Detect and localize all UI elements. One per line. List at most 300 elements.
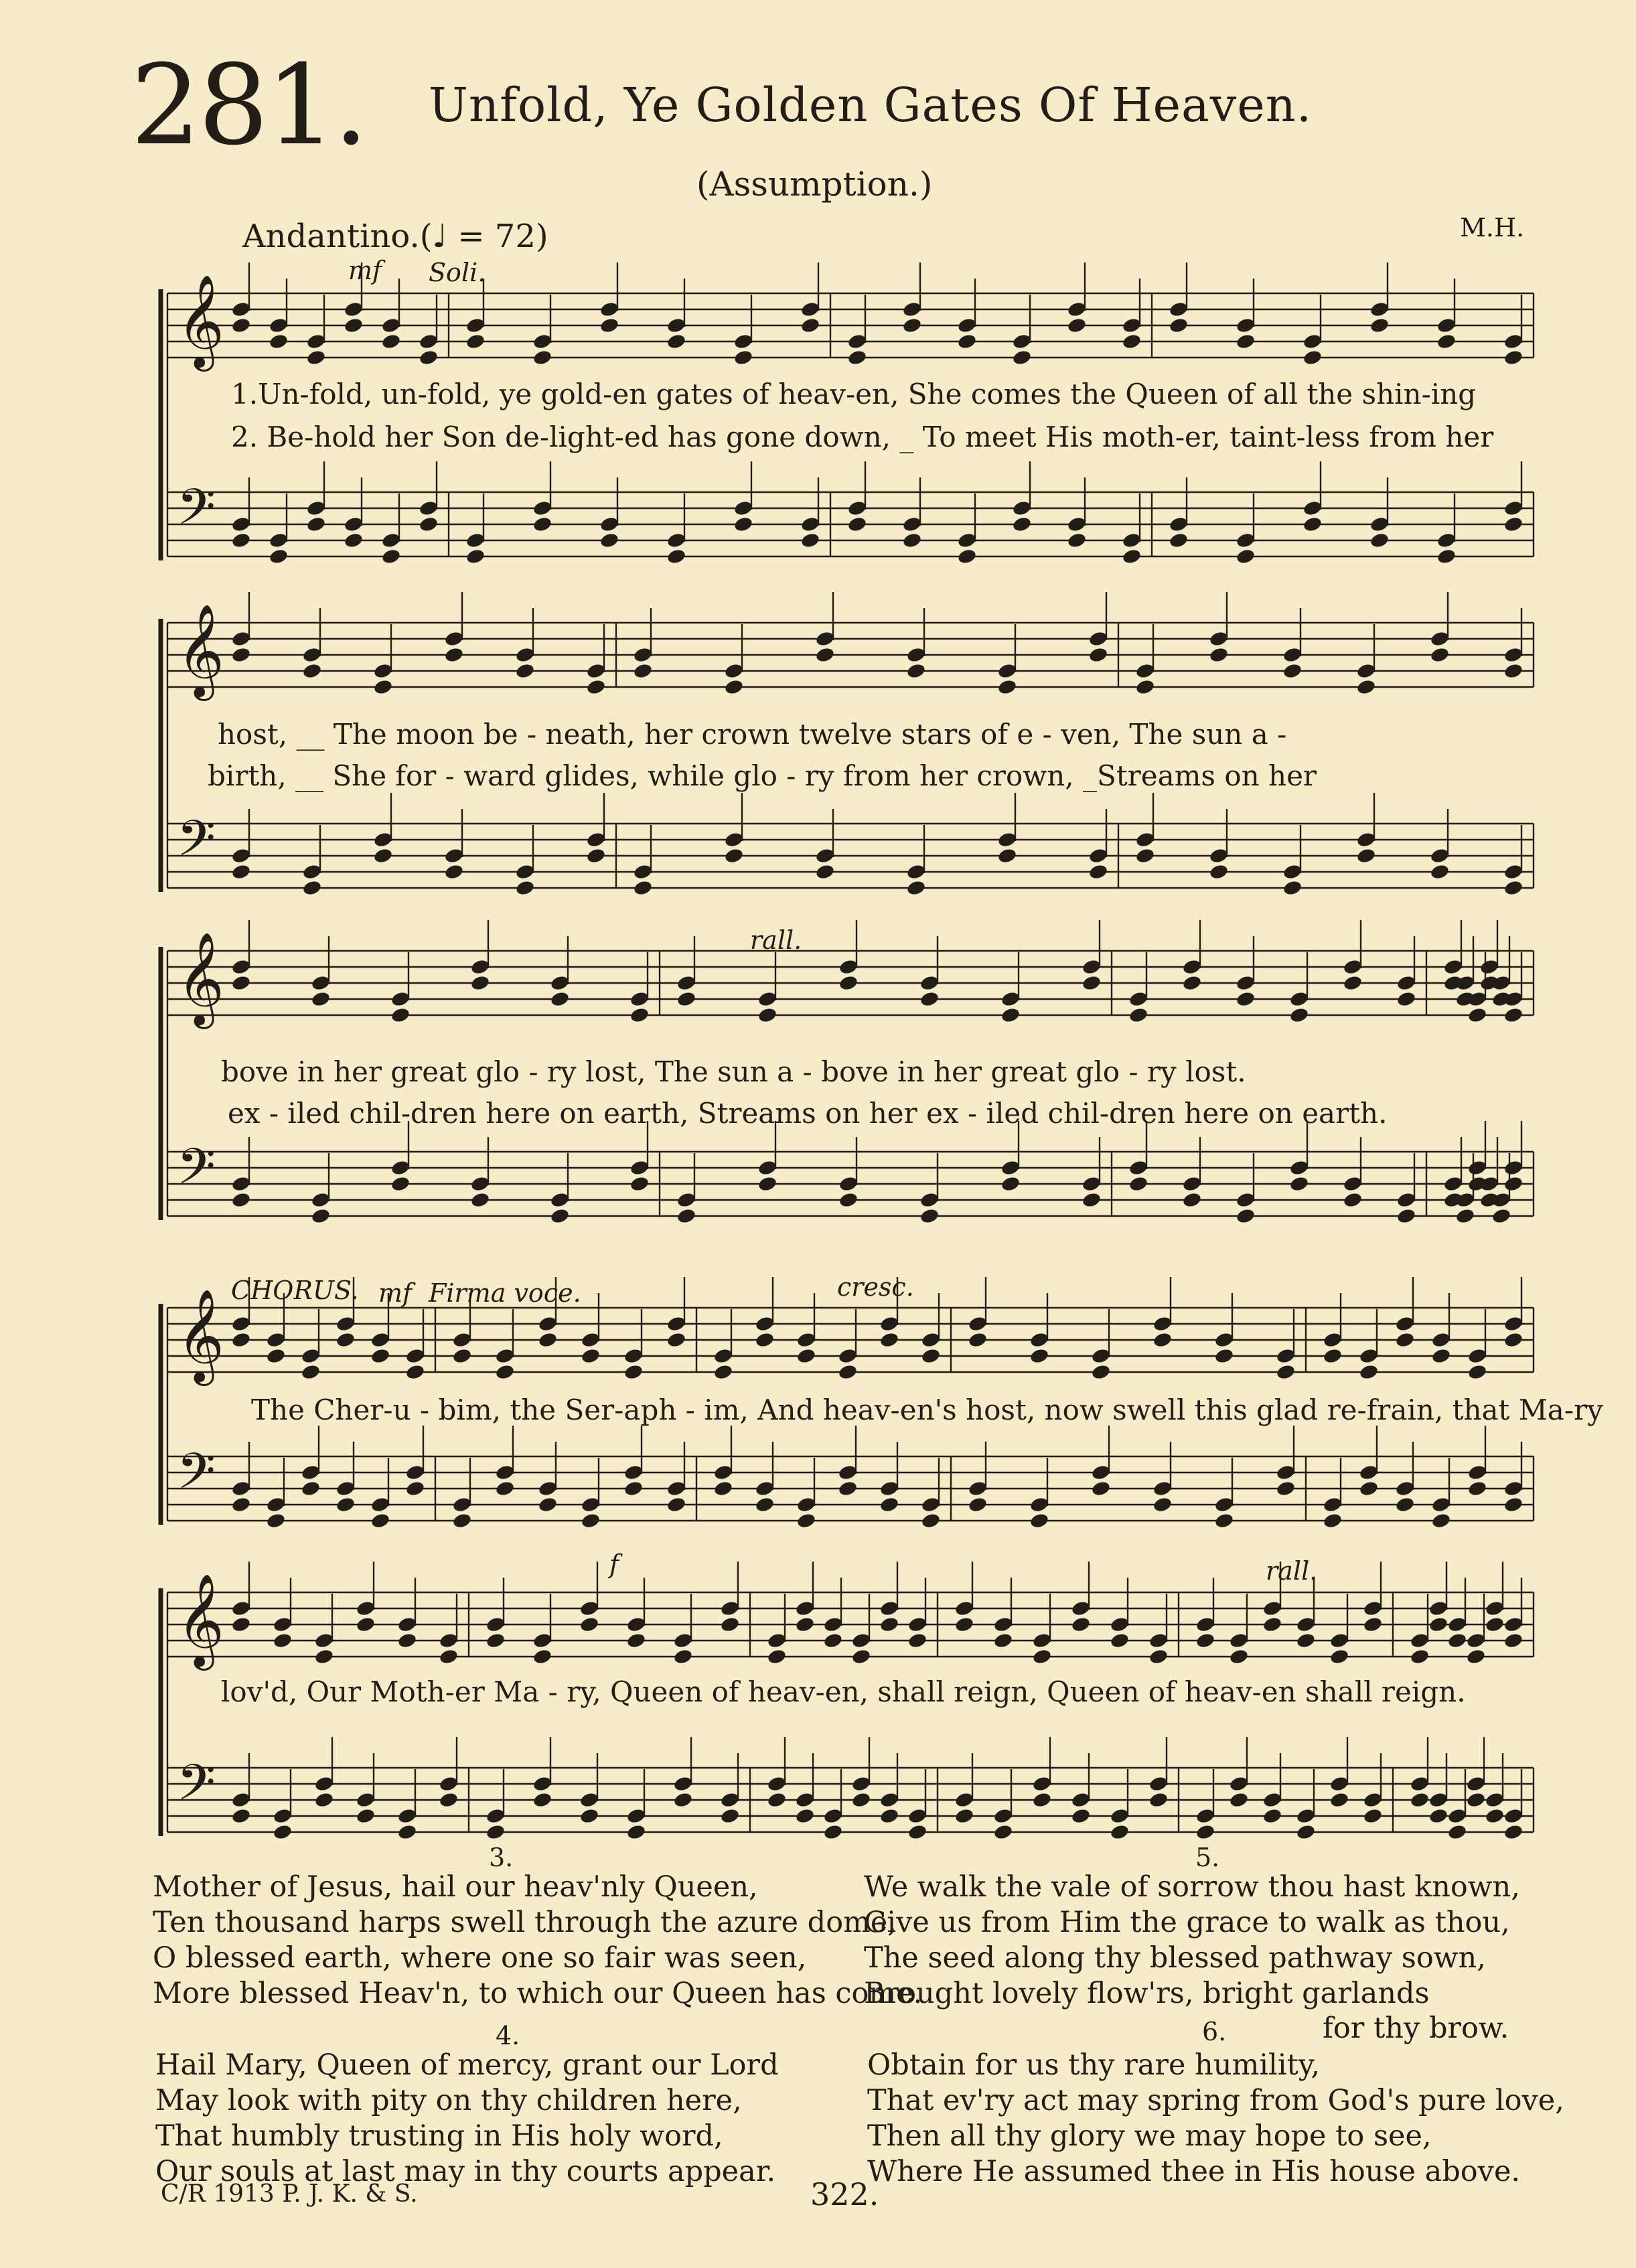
notehead <box>356 1616 376 1633</box>
notehead <box>1122 317 1142 334</box>
notehead <box>532 1632 553 1649</box>
notehead <box>1152 1480 1173 1497</box>
notehead <box>796 1331 817 1349</box>
notehead <box>231 516 252 533</box>
notehead <box>356 1600 376 1617</box>
notehead <box>626 1616 647 1633</box>
notehead <box>1359 1480 1380 1497</box>
music-system-3 <box>0 917 1636 1245</box>
notehead <box>1466 1632 1487 1649</box>
notehead <box>439 1791 459 1809</box>
notehead <box>1296 1807 1317 1825</box>
notehead <box>486 1823 506 1841</box>
notehead <box>269 548 289 565</box>
notehead <box>1195 1632 1216 1649</box>
notehead <box>1503 516 1524 533</box>
notehead <box>968 1331 988 1349</box>
notehead <box>1369 532 1390 549</box>
notehead <box>838 1175 859 1193</box>
notehead <box>311 1191 331 1209</box>
notehead <box>1503 879 1524 897</box>
notehead <box>676 990 697 1008</box>
notehead <box>269 532 289 549</box>
notehead <box>1229 1632 1250 1649</box>
notehead <box>266 1496 287 1513</box>
notehead <box>957 548 978 565</box>
notehead <box>1067 317 1088 334</box>
notehead <box>1262 1807 1283 1825</box>
notehead <box>847 516 868 533</box>
notehead <box>1169 532 1189 549</box>
notehead <box>629 1175 650 1193</box>
notehead <box>847 349 868 366</box>
notehead <box>370 1512 391 1529</box>
notehead <box>906 879 927 897</box>
notehead <box>666 1480 687 1497</box>
notehead <box>1428 1600 1449 1617</box>
notehead <box>1467 1363 1488 1381</box>
notehead <box>879 1331 900 1349</box>
notehead <box>1430 646 1451 664</box>
notehead <box>1088 630 1109 648</box>
notehead <box>470 974 491 992</box>
notehead <box>902 516 923 533</box>
lyric-line: 1.Un-fold, un-fold, ye gold-en gates of heav-en, She comes the Queen of all the shin-ing <box>231 378 1477 410</box>
music-system-5 <box>0 1549 1636 1868</box>
notehead <box>838 1347 859 1365</box>
notehead <box>666 1331 687 1349</box>
notehead <box>1395 1331 1416 1349</box>
notehead <box>1195 1823 1216 1841</box>
notehead <box>273 1632 293 1649</box>
notehead <box>1236 317 1256 334</box>
notehead <box>1262 1600 1283 1617</box>
notehead <box>465 532 486 549</box>
notehead <box>1088 863 1109 881</box>
notehead <box>733 349 754 366</box>
notehead <box>1410 1775 1430 1793</box>
notehead <box>1467 990 1488 1008</box>
notehead <box>231 630 252 648</box>
verse-line: for thy brow. <box>1323 2012 1509 2045</box>
notehead <box>1503 349 1524 366</box>
bass-clef-icon: 𝄢 <box>177 1754 216 1824</box>
notehead <box>676 1191 697 1209</box>
notehead <box>1082 1175 1102 1193</box>
notehead <box>581 1512 601 1529</box>
hymn-subtitle: (Assumption.) <box>696 165 933 204</box>
notehead <box>419 500 439 517</box>
notehead <box>1214 1331 1235 1349</box>
notehead <box>1395 1480 1416 1497</box>
notehead <box>851 1648 872 1665</box>
notehead <box>795 1616 816 1633</box>
verse-line: Then all thy glory we may hope to see, <box>867 2119 1432 2153</box>
notehead <box>1135 831 1156 848</box>
notehead <box>444 630 465 648</box>
notehead <box>1503 1175 1524 1193</box>
verse-line: Mother of Jesus, hail our heav'nly Queen, <box>153 1870 758 1904</box>
notehead <box>713 1480 734 1497</box>
verse-line: May look with pity on thy children here, <box>155 2084 742 2117</box>
notehead <box>381 333 402 350</box>
notehead <box>673 1632 694 1649</box>
notehead <box>1148 1632 1169 1649</box>
notehead <box>902 301 923 318</box>
notehead <box>1303 333 1323 350</box>
notehead <box>231 1791 252 1809</box>
notehead <box>302 662 323 680</box>
notehead <box>800 532 821 549</box>
notehead <box>954 1791 975 1809</box>
notehead <box>1359 1363 1380 1381</box>
notehead <box>1262 1791 1283 1809</box>
notehead <box>1296 1616 1317 1633</box>
notehead <box>1430 630 1451 648</box>
verse-line: The seed along thy blessed pathway sown, <box>864 1941 1486 1975</box>
notehead <box>757 1006 778 1024</box>
notehead <box>231 1331 252 1349</box>
notehead <box>1029 1347 1050 1365</box>
notehead <box>231 1807 252 1825</box>
verse-number: 5. <box>1195 1843 1220 1872</box>
notehead <box>1289 1175 1310 1193</box>
notehead <box>724 662 745 680</box>
notehead <box>838 1464 859 1481</box>
notehead <box>1182 1191 1203 1209</box>
notehead <box>666 1315 687 1333</box>
notehead <box>231 863 252 881</box>
notehead <box>1466 1791 1487 1809</box>
notehead <box>444 863 465 881</box>
music-system-4 <box>0 1269 1636 1543</box>
notehead <box>733 500 754 517</box>
notehead <box>1363 1616 1384 1633</box>
notehead <box>823 1616 844 1633</box>
notehead <box>968 1496 988 1513</box>
notehead <box>273 1823 293 1841</box>
notehead <box>993 1632 1014 1649</box>
notehead <box>795 1600 816 1617</box>
verse-line: Brought lovely flow'rs, bright garlands <box>864 1977 1430 2010</box>
notehead <box>1485 1807 1505 1825</box>
notehead <box>757 1175 778 1193</box>
notehead <box>231 1175 252 1193</box>
notehead <box>921 1496 942 1513</box>
notehead <box>1410 1632 1430 1649</box>
notehead <box>838 1480 859 1497</box>
notehead <box>1182 974 1203 992</box>
verse-line: We walk the vale of sorrow thou hast known, <box>864 1870 1520 1904</box>
notehead <box>1356 662 1377 680</box>
notehead <box>1000 1006 1021 1024</box>
notehead <box>1276 1464 1296 1481</box>
notehead <box>902 532 923 549</box>
notehead <box>1071 1616 1092 1633</box>
notehead <box>306 516 327 533</box>
notehead <box>623 1347 644 1365</box>
notehead <box>720 1791 741 1809</box>
notehead <box>1282 863 1303 881</box>
verse-line: Hail Mary, Queen of mercy, grant our Lord <box>155 2048 779 2082</box>
notehead <box>465 333 486 350</box>
notehead <box>713 1363 734 1381</box>
notehead <box>1503 1006 1524 1024</box>
notehead <box>1447 1807 1468 1825</box>
notehead <box>1082 958 1102 976</box>
notehead <box>1455 1191 1476 1209</box>
notehead <box>579 1791 600 1809</box>
notehead <box>495 1480 516 1497</box>
notehead <box>919 990 940 1008</box>
notehead <box>306 500 327 517</box>
notehead <box>1110 1632 1130 1649</box>
notehead <box>720 1807 741 1825</box>
notehead <box>586 678 607 696</box>
treble-clef-icon: 𝄞 <box>177 1289 224 1382</box>
notehead <box>311 990 331 1008</box>
notehead <box>495 1363 516 1381</box>
notehead <box>1214 1496 1235 1513</box>
notehead <box>1503 990 1524 1008</box>
hymn-number: 281. <box>131 41 366 169</box>
notehead <box>599 532 620 549</box>
notehead <box>486 1616 506 1633</box>
notehead <box>1359 1347 1380 1365</box>
notehead <box>1343 974 1363 992</box>
notehead <box>1032 1632 1053 1649</box>
notehead <box>879 1315 900 1333</box>
notehead <box>419 333 439 350</box>
notehead <box>968 1480 988 1497</box>
notehead <box>1410 1791 1430 1809</box>
notehead <box>879 1496 900 1513</box>
notehead <box>823 1823 844 1841</box>
notehead <box>1296 1632 1317 1649</box>
notehead <box>356 1807 376 1825</box>
notehead <box>306 349 327 366</box>
notehead <box>1276 1480 1296 1497</box>
notehead <box>336 1496 356 1513</box>
notehead <box>1363 1600 1384 1617</box>
notehead <box>1067 301 1088 318</box>
verse-number: 4. <box>496 2021 520 2050</box>
notehead <box>1431 1331 1452 1349</box>
notehead <box>532 516 553 533</box>
notehead <box>336 1315 356 1333</box>
notehead <box>1029 1512 1050 1529</box>
notehead <box>907 1616 928 1633</box>
notehead <box>439 1775 459 1793</box>
notehead <box>796 1496 817 1513</box>
notehead <box>1447 1823 1468 1841</box>
notehead <box>666 532 687 549</box>
verse-number: 6. <box>1202 2017 1227 2046</box>
notehead <box>1467 1480 1488 1497</box>
notehead <box>1485 1791 1505 1809</box>
notehead <box>397 1616 418 1633</box>
notehead <box>1091 1480 1112 1497</box>
notehead <box>231 532 252 549</box>
notehead <box>599 317 620 334</box>
notehead <box>1503 500 1524 517</box>
notehead <box>957 532 978 549</box>
notehead <box>1071 1600 1092 1617</box>
rall-marking: rall. <box>750 925 802 955</box>
notehead <box>1169 516 1189 533</box>
notehead <box>302 646 323 664</box>
notehead <box>1128 1159 1149 1177</box>
notehead <box>1091 1464 1112 1481</box>
notehead <box>957 333 978 350</box>
notehead <box>579 1600 600 1617</box>
notehead <box>757 1159 778 1177</box>
notehead <box>1323 1331 1343 1349</box>
notehead <box>800 516 821 533</box>
notehead <box>954 1600 975 1617</box>
notehead <box>815 646 836 664</box>
notehead <box>1491 974 1512 992</box>
verse-line: That humbly trusting in His holy word, <box>155 2119 723 2153</box>
verse-line: More blessed Heav'n, to which our Queen has come. <box>153 1977 923 2010</box>
bass-clef-icon: 𝄢 <box>177 1138 216 1208</box>
notehead <box>676 1207 697 1225</box>
notehead <box>405 1347 426 1365</box>
notehead <box>336 1480 356 1497</box>
notehead <box>1209 847 1230 864</box>
notehead <box>1443 958 1464 976</box>
treble-clef-icon: 𝄞 <box>177 1574 224 1667</box>
notehead <box>336 1331 356 1349</box>
notehead <box>550 990 571 1008</box>
notehead <box>919 974 940 992</box>
notehead <box>356 1791 376 1809</box>
notehead <box>452 1347 473 1365</box>
notehead <box>1148 1775 1169 1793</box>
notehead <box>1088 646 1109 664</box>
notehead <box>767 1775 788 1793</box>
notehead <box>993 1823 1014 1841</box>
notehead <box>231 1600 252 1617</box>
notehead <box>1214 1512 1235 1529</box>
notehead <box>231 1616 252 1633</box>
notehead <box>767 1632 788 1649</box>
notehead <box>1071 1807 1092 1825</box>
notehead <box>579 1616 600 1633</box>
notehead <box>755 1315 775 1333</box>
notehead <box>767 1648 788 1665</box>
notehead <box>1282 662 1303 680</box>
notehead <box>1169 317 1189 334</box>
notehead <box>1236 1207 1256 1225</box>
tempo-marking: Andantino.(♩ = 72) <box>242 218 548 255</box>
staff-group-1 <box>0 254 1636 583</box>
notehead <box>1032 1775 1053 1793</box>
notehead <box>1467 1347 1488 1365</box>
notehead <box>373 678 394 696</box>
notehead <box>633 879 654 897</box>
notehead <box>370 1496 391 1513</box>
notehead <box>1195 1807 1216 1825</box>
notehead <box>269 333 289 350</box>
notehead <box>851 1791 872 1809</box>
notehead <box>1122 333 1142 350</box>
notehead <box>673 1791 694 1809</box>
notehead <box>815 863 836 881</box>
notehead <box>1431 1347 1452 1365</box>
notehead <box>1436 333 1457 350</box>
notehead <box>673 1648 694 1665</box>
notehead <box>673 1775 694 1793</box>
notehead <box>720 1600 741 1617</box>
notehead <box>381 548 402 565</box>
notehead <box>538 1496 559 1513</box>
notehead <box>1428 1616 1449 1633</box>
notehead <box>314 1648 335 1665</box>
notehead <box>838 1363 859 1381</box>
notehead <box>1276 1347 1296 1365</box>
notehead <box>623 1363 644 1381</box>
notehead <box>1152 1315 1173 1333</box>
notehead <box>1323 1347 1343 1365</box>
notehead <box>486 1632 506 1649</box>
notehead <box>629 990 650 1008</box>
notehead <box>1229 1775 1250 1793</box>
notehead <box>838 958 859 976</box>
notehead <box>879 1807 900 1825</box>
notehead <box>1195 1616 1216 1633</box>
notehead <box>1503 646 1524 664</box>
notehead <box>666 333 687 350</box>
notehead <box>405 1464 426 1481</box>
rall-marking: rall. <box>1266 1556 1318 1586</box>
notehead <box>231 1496 252 1513</box>
bass-clef-icon: 𝄢 <box>177 478 216 548</box>
notehead <box>470 1175 491 1193</box>
notehead <box>452 1496 473 1513</box>
verse-number: 3. <box>489 1843 514 1872</box>
verse-line: That ev'ry act may spring from God's pure love, <box>867 2084 1564 2117</box>
copyright-notice: C/R 1913 P. J. K. & S. <box>161 2180 418 2208</box>
notehead <box>666 317 687 334</box>
notehead <box>1396 1191 1417 1209</box>
notehead <box>1479 958 1500 976</box>
notehead <box>599 301 620 318</box>
notehead <box>957 317 978 334</box>
notehead <box>231 847 252 864</box>
verse-stanza-3 <box>153 1870 922 2012</box>
notehead <box>301 1347 321 1365</box>
notehead <box>1091 1363 1112 1381</box>
notehead <box>419 349 439 366</box>
notehead <box>1209 863 1230 881</box>
notehead <box>1067 516 1088 533</box>
notehead <box>311 974 331 992</box>
notehead <box>532 349 553 366</box>
notehead <box>452 1512 473 1529</box>
notehead <box>231 1315 252 1333</box>
notehead <box>515 646 536 664</box>
notehead <box>231 317 252 334</box>
notehead <box>1303 349 1323 366</box>
notehead <box>1148 1648 1169 1665</box>
notehead <box>1182 958 1203 976</box>
hymn-title: Unfold, Ye Golden Gates Of Heaven. <box>429 78 1313 133</box>
notehead <box>1082 1191 1102 1209</box>
treble-clef-icon: 𝄞 <box>177 275 224 368</box>
notehead <box>444 646 465 664</box>
notehead <box>921 1347 942 1365</box>
